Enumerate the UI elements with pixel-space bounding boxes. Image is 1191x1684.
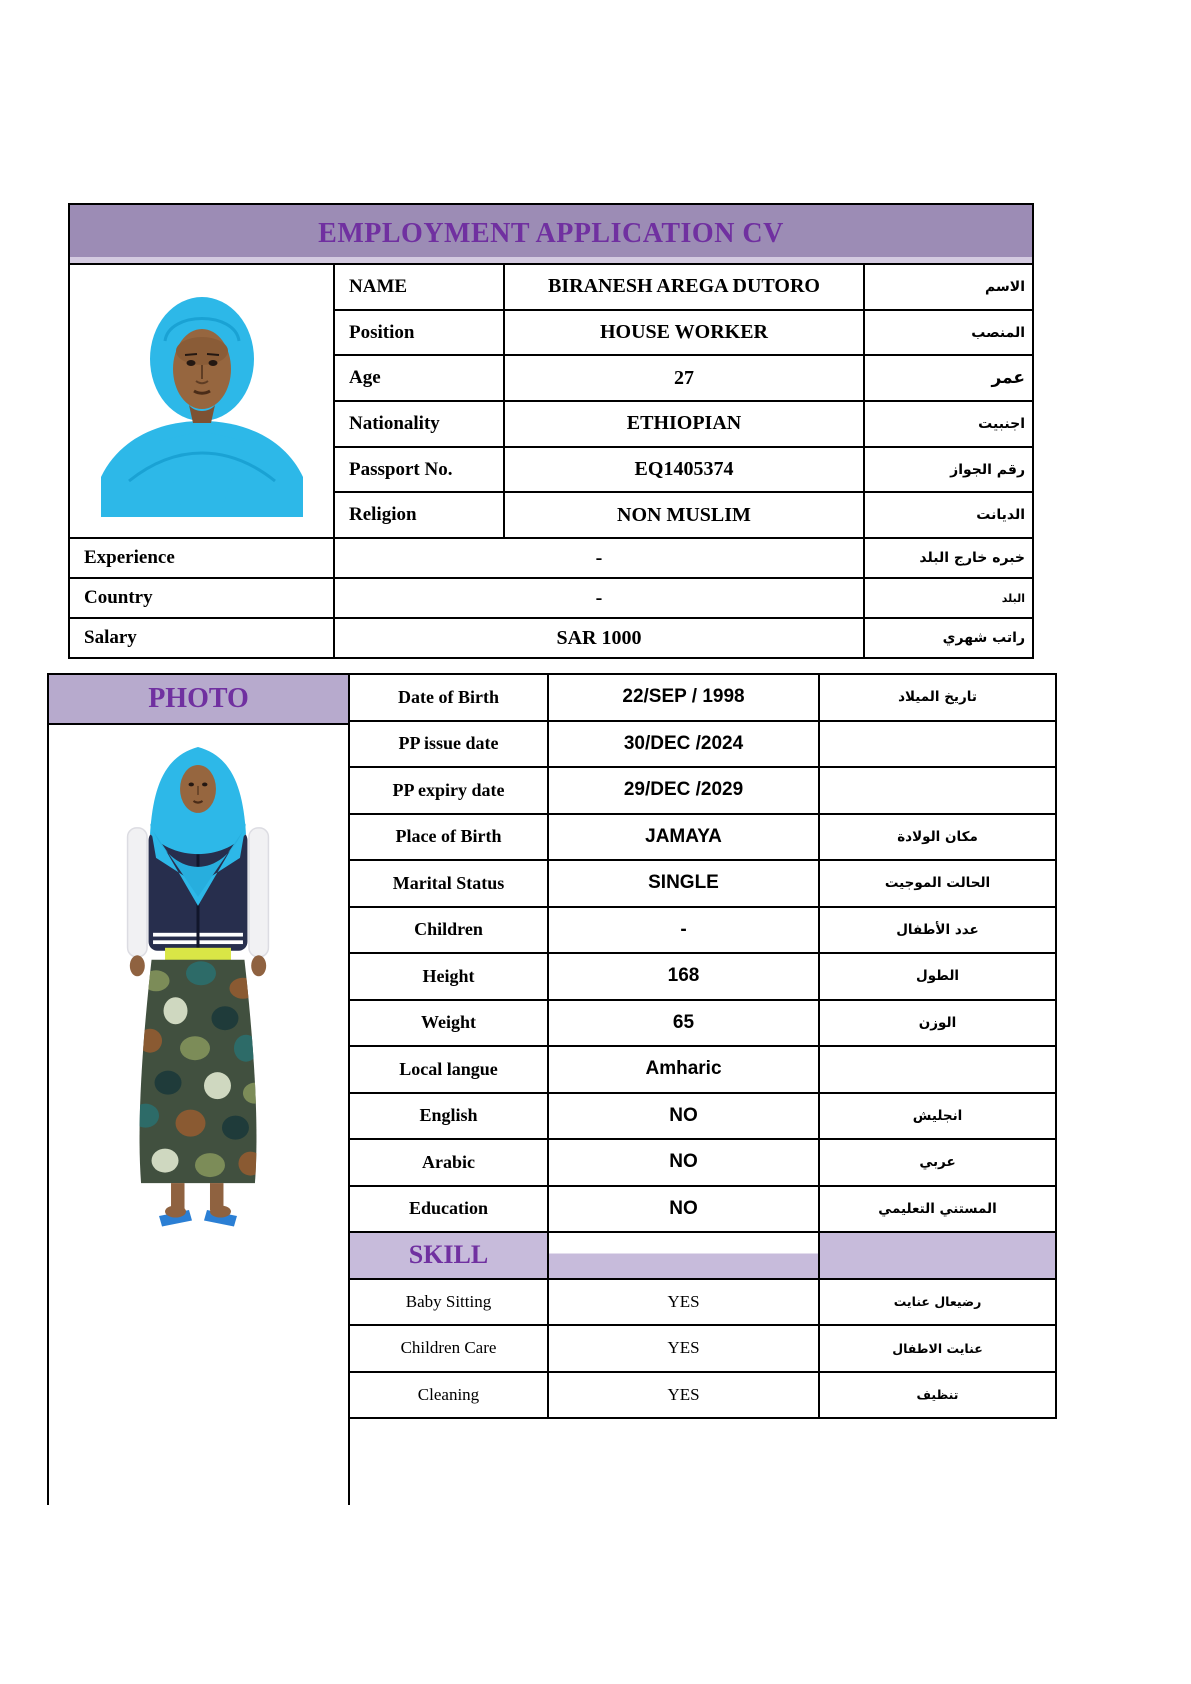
field-value: NO <box>548 1093 819 1140</box>
field-label-ar: عمر <box>864 355 1033 401</box>
field-label: English <box>349 1093 548 1140</box>
field-label-ar: الديانت <box>864 492 1033 538</box>
photo-section-header <box>49 675 348 725</box>
field-label-ar: انجليش <box>819 1093 1056 1140</box>
field-value: Amharic <box>548 1046 819 1093</box>
field-label: Children <box>349 907 548 954</box>
portrait-photo <box>99 281 305 517</box>
skill-section-title: SKILL <box>408 1240 489 1270</box>
skill-label-ar: رضيعال عنايت <box>819 1279 1056 1326</box>
document-header <box>69 204 1033 264</box>
field-label: Nationality <box>334 401 504 447</box>
skill-section-header <box>349 1232 548 1279</box>
field-label-ar: راتب شهري <box>864 618 1033 658</box>
field-label-ar <box>819 767 1056 814</box>
page-title: EMPLOYMENT APPLICATION CV <box>318 218 784 249</box>
details-table <box>348 673 1057 1419</box>
photo-section-title: PHOTO <box>148 683 249 714</box>
field-label: Age <box>334 355 504 401</box>
field-label: Position <box>334 310 504 356</box>
field-label-ar <box>819 721 1056 768</box>
skill-header-value-cell <box>548 1232 819 1279</box>
field-value: NO <box>548 1139 819 1186</box>
field-label-ar: الاسم <box>864 264 1033 310</box>
skill-value: YES <box>548 1279 819 1326</box>
field-value: 29/DEC /2029 <box>548 767 819 814</box>
field-label: Place of Birth <box>349 814 548 861</box>
field-value: 27 <box>504 355 864 401</box>
field-value: JAMAYA <box>548 814 819 861</box>
skill-label-ar: تنظيف <box>819 1372 1056 1419</box>
field-label: Marital Status <box>349 860 548 907</box>
field-label-ar: المنصب <box>864 310 1033 356</box>
field-label-ar: البلد <box>864 578 1033 618</box>
field-label: Experience <box>69 538 334 578</box>
field-label-ar: الوزن <box>819 1000 1056 1047</box>
skill-label: Baby Sitting <box>349 1279 548 1326</box>
skill-label: Children Care <box>349 1325 548 1372</box>
field-label-ar: الحالت الموجيت <box>819 860 1056 907</box>
field-label-ar: خبره خارج البلد <box>864 538 1033 578</box>
field-value: BIRANESH AREGA DUTORO <box>504 264 864 310</box>
field-value: SINGLE <box>548 860 819 907</box>
field-label: Date of Birth <box>349 674 548 721</box>
skill-value: YES <box>548 1372 819 1419</box>
field-label: Weight <box>349 1000 548 1047</box>
field-label-ar: عدد الأطفال <box>819 907 1056 954</box>
field-value: NO <box>548 1186 819 1233</box>
field-label-ar: الطول <box>819 953 1056 1000</box>
field-value: SAR 1000 <box>334 618 864 658</box>
portrait-photo-cell <box>69 264 334 538</box>
field-value: 65 <box>548 1000 819 1047</box>
field-value: - <box>548 907 819 954</box>
skill-label-ar: عنايت الاطفال <box>819 1325 1056 1372</box>
skill-label: Cleaning <box>349 1372 548 1419</box>
field-label: Local langue <box>349 1046 548 1093</box>
field-value: NON MUSLIM <box>504 492 864 538</box>
field-label: Arabic <box>349 1139 548 1186</box>
field-value: HOUSE WORKER <box>504 310 864 356</box>
field-value: - <box>334 538 864 578</box>
field-label-ar: رقم الجواز <box>864 447 1033 493</box>
field-label: NAME <box>334 264 504 310</box>
top-table <box>68 203 1034 659</box>
field-value: 30/DEC /2024 <box>548 721 819 768</box>
full-body-photo <box>123 741 273 1261</box>
field-label-ar: اجنبيت <box>864 401 1033 447</box>
field-label-ar: عربي <box>819 1139 1056 1186</box>
field-value: EQ1405374 <box>504 447 864 493</box>
field-label: Height <box>349 953 548 1000</box>
field-label-ar <box>819 1046 1056 1093</box>
field-label-ar: المستني التعليمي <box>819 1186 1056 1233</box>
field-label-ar: تاريخ الميلاد <box>819 674 1056 721</box>
field-label: Passport No. <box>334 447 504 493</box>
field-value: ETHIOPIAN <box>504 401 864 447</box>
field-label: PP expiry date <box>349 767 548 814</box>
skill-value: YES <box>548 1325 819 1372</box>
field-value: 168 <box>548 953 819 1000</box>
full-body-photo-cell <box>49 725 348 1505</box>
field-label: PP issue date <box>349 721 548 768</box>
field-value: - <box>334 578 864 618</box>
photo-column <box>47 673 350 1505</box>
skill-header-ar-cell <box>819 1232 1056 1279</box>
field-label-ar: مكان الولادة <box>819 814 1056 861</box>
field-value: 22/SEP / 1998 <box>548 674 819 721</box>
field-label: Education <box>349 1186 548 1233</box>
field-label: Salary <box>69 618 334 658</box>
field-label: Country <box>69 578 334 618</box>
field-label: Religion <box>334 492 504 538</box>
